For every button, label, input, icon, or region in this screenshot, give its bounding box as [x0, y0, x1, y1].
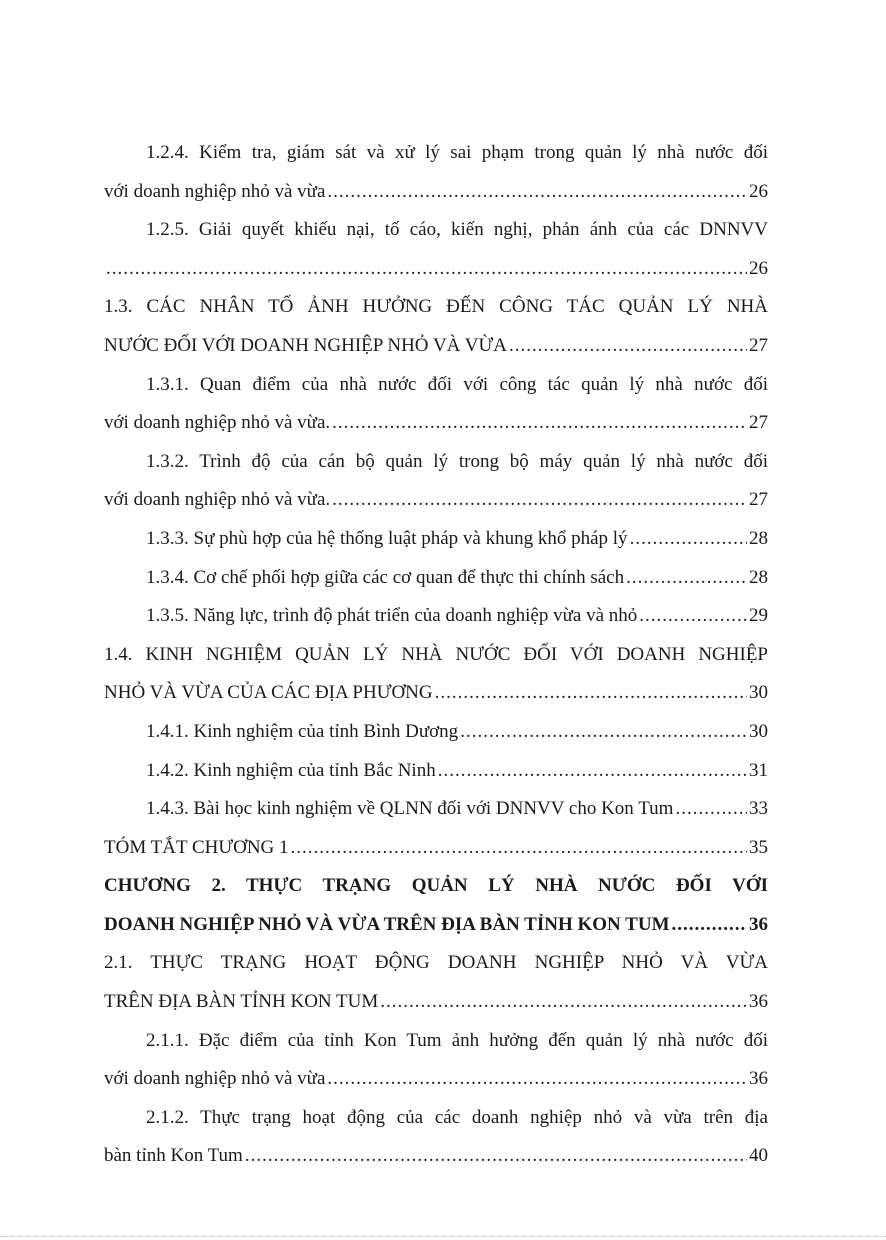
- toc-entry-heading-line: [104, 443, 768, 482]
- toc-entry-line: [104, 906, 768, 945]
- toc-dot-leader: [327, 1060, 747, 1099]
- toc-page-number: 35: [749, 836, 768, 858]
- toc-entry-text: CHƯƠNG 2. THỰC TRẠNG QUẢN LÝ NHÀ NƯỚC ĐỐI VỚI: [104, 875, 768, 897]
- toc-page-number: 36: [749, 913, 768, 935]
- toc-entry-line: [104, 674, 768, 713]
- toc-entry-text: bàn tỉnh Kon Tum: [104, 1145, 243, 1167]
- toc-dot-leader: [509, 327, 747, 366]
- toc-entry-text: DOANH NGHIỆP NHỎ VÀ VỪA TRÊN ĐỊA BÀN TỈNH KON TUM: [104, 913, 670, 935]
- toc-entry-text: 1.3.2. Trình độ của cán bộ quản lý trong bộ máy quản lý nhà nước đối: [146, 450, 768, 472]
- toc-dot-leader: [332, 481, 747, 520]
- toc-dot-leader: [245, 1137, 747, 1176]
- toc-entry-text: 1.3.5. Năng lực, trình độ phát triển của doanh nghiệp vừa và nhỏ: [146, 605, 638, 627]
- toc-entry-heading-line: [104, 636, 768, 675]
- table-of-contents: [104, 134, 768, 1176]
- toc-entry-text: với doanh nghiệp nhỏ và vừa.: [104, 412, 331, 434]
- toc-entry-heading-line: [104, 366, 768, 405]
- toc-dot-leader: [327, 173, 747, 212]
- toc-page-number: 36: [749, 1068, 768, 1090]
- page-bottom-edge: [0, 1236, 886, 1237]
- toc-entry-line: [104, 752, 768, 791]
- toc-entry-heading-line: [104, 288, 768, 327]
- toc-dot-leader: [675, 790, 747, 829]
- toc-entry-line: [104, 404, 768, 443]
- toc-page-number: 36: [749, 991, 768, 1013]
- toc-entry-text: TRÊN ĐỊA BÀN TỈNH KON TUM: [104, 991, 379, 1013]
- toc-entry-line: [104, 983, 768, 1022]
- toc-entry-text: NHỎ VÀ VỪA CỦA CÁC ĐỊA PHƯƠNG: [104, 682, 433, 704]
- toc-entry-line: [104, 597, 768, 636]
- toc-page-number: 26: [749, 257, 768, 279]
- toc-page-number: 27: [749, 489, 768, 511]
- toc-dot-leader: [672, 906, 747, 945]
- toc-page-number: 40: [749, 1145, 768, 1167]
- toc-entry-text: TÓM TẮT CHƯƠNG 1: [104, 836, 289, 858]
- toc-entry-text: 1.2.4. Kiểm tra, giám sát và xử lý sai phạm trong quản lý nhà nước đối: [146, 142, 768, 163]
- toc-entry-text: 1.4.2. Kinh nghiệm của tỉnh Bắc Ninh: [146, 759, 436, 781]
- toc-entry-line: [104, 829, 768, 868]
- toc-entry-text: 1.4.3. Bài học kinh nghiệm về QLNN đối với DNNVV cho Kon Tum: [146, 798, 674, 820]
- toc-entry-line: [104, 1137, 768, 1176]
- toc-dot-leader: [291, 829, 747, 868]
- toc-entry-line: [104, 790, 768, 829]
- toc-page-number: 27: [749, 412, 768, 434]
- toc-entry-line: [104, 327, 768, 366]
- toc-page-number: 33: [749, 798, 768, 820]
- toc-page-number: 27: [749, 334, 768, 356]
- toc-entry-text: 2.1.1. Đặc điểm của tỉnh Kon Tum ảnh hưởng đến quản lý nhà nước đối: [146, 1029, 768, 1051]
- toc-page-number: 26: [749, 180, 768, 202]
- toc-entry-text: 1.4.1. Kinh nghiệm của tỉnh Bình Dương: [146, 720, 459, 742]
- toc-entry-heading-line: [104, 867, 768, 906]
- toc-entry-text: 2.1. THỰC TRẠNG HOẠT ĐỘNG DOANH NGHIỆP NHỎ VÀ VỪA: [104, 952, 768, 974]
- toc-entry-text: 1.3.1. Quan điểm của nhà nước đối với công tác quản lý nhà nước đối: [146, 373, 768, 395]
- toc-dot-leader: [630, 520, 747, 559]
- toc-entry-heading-line: [104, 1022, 768, 1061]
- toc-dot-leader: [438, 752, 747, 791]
- toc-entry-text: 1.3.3. Sự phù hợp của hệ thống luật pháp và khung khổ pháp lý: [146, 527, 628, 549]
- toc-dot-leader: [380, 983, 747, 1022]
- toc-dot-leader: [639, 597, 747, 636]
- toc-dot-leader: [460, 713, 747, 752]
- toc-dot-leader: [106, 250, 747, 289]
- toc-entry-text: 1.3. CÁC NHÂN TỐ ẢNH HƯỞNG ĐẾN CÔNG TÁC QUẢN LÝ NHÀ: [104, 296, 768, 318]
- toc-entry-text: với doanh nghiệp nhỏ và vừa: [104, 1068, 326, 1090]
- toc-entry-heading-line: [104, 944, 768, 983]
- toc-dot-leader: [626, 559, 747, 598]
- toc-page-number: 30: [749, 682, 768, 704]
- toc-entry-text: 1.4. KINH NGHIỆM QUẢN LÝ NHÀ NƯỚC ĐỐI VỚI DOANH NGHIỆP: [104, 643, 768, 665]
- toc-entry-line: [104, 520, 768, 559]
- toc-entry-heading-line: [104, 134, 768, 173]
- toc-entry-text: NƯỚC ĐỐI VỚI DOANH NGHIỆP NHỎ VÀ VỪA: [104, 334, 507, 356]
- toc-entry-line: [104, 713, 768, 752]
- toc-entry-text: 1.2.5. Giải quyết khiếu nại, tố cáo, kiến nghị, phản ánh của các DNNVV: [146, 219, 768, 241]
- toc-entry-text: với doanh nghiệp nhỏ và vừa.: [104, 489, 331, 511]
- toc-entry-text: với doanh nghiệp nhỏ và vừa: [104, 180, 326, 202]
- toc-entry-heading-line: [104, 211, 768, 250]
- toc-page-number: 29: [749, 605, 768, 627]
- toc-entry-heading-line: [104, 1099, 768, 1138]
- toc-entry-text: 2.1.2. Thực trạng hoạt động của các doanh nghiệp nhỏ và vừa trên địa: [146, 1106, 768, 1128]
- toc-entry-text: 1.3.4. Cơ chế phối hợp giữa các cơ quan để thực thi chính sách: [146, 566, 625, 588]
- toc-page-number: 31: [749, 759, 768, 781]
- toc-page-number: 28: [749, 527, 768, 549]
- toc-page-number: 28: [749, 566, 768, 588]
- toc-dot-leader: [332, 404, 747, 443]
- toc-entry-line: [104, 559, 768, 598]
- toc-entry-line: [104, 1060, 768, 1099]
- toc-dot-leader: [435, 674, 747, 713]
- toc-entry-line: [104, 481, 768, 520]
- toc-entry-line: [104, 250, 768, 289]
- toc-entry-line: [104, 173, 768, 212]
- toc-page-number: 30: [749, 720, 768, 742]
